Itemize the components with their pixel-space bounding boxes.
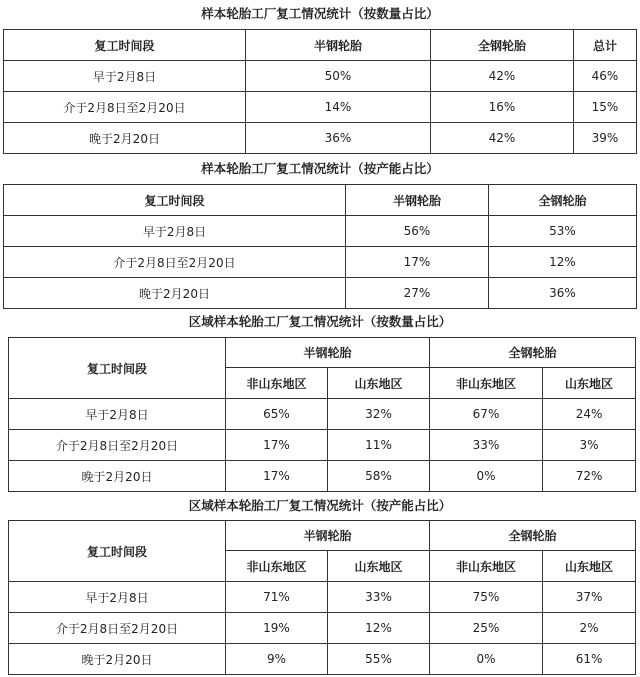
table-cell: 39% xyxy=(574,123,637,154)
table-cell: 65% xyxy=(226,399,328,430)
table2 xyxy=(3,184,637,309)
table3 xyxy=(8,337,636,492)
table-cell: 53% xyxy=(489,216,637,247)
table-cell: 3% xyxy=(543,430,636,461)
table-cell: 介于2月8日至2月20日 xyxy=(9,613,226,644)
table-cell: 36% xyxy=(489,278,637,309)
table-cell: 早于2月8日 xyxy=(4,216,346,247)
table-cell: 27% xyxy=(346,278,489,309)
table-cell: 介于2月8日至2月20日 xyxy=(4,247,346,278)
table1-title: 样本轮胎工厂复工情况统计（按数量占比） xyxy=(201,6,439,21)
table-cell: 75% xyxy=(430,582,543,613)
table-cell: 71% xyxy=(226,582,328,613)
table-cell: 介于2月8日至2月20日 xyxy=(4,92,246,123)
table-cell: 25% xyxy=(430,613,543,644)
table1-header-total: 总计 xyxy=(574,30,637,61)
table-row xyxy=(9,399,636,430)
table-cell: 24% xyxy=(543,399,636,430)
table-row xyxy=(9,430,636,461)
table-cell: 早于2月8日 xyxy=(9,399,226,430)
table-cell: 42% xyxy=(431,123,574,154)
table-cell: 36% xyxy=(246,123,431,154)
table-row xyxy=(9,644,636,675)
table-cell: 19% xyxy=(226,613,328,644)
table-row xyxy=(4,92,637,123)
table-cell: 早于2月8日 xyxy=(4,61,246,92)
table-cell: 16% xyxy=(431,92,574,123)
table3-header-period: 复工时间段 xyxy=(9,338,226,399)
table-row xyxy=(4,247,637,278)
table-cell: 12% xyxy=(328,613,430,644)
table4-subheader-non-shandong: 非山东地区 xyxy=(430,551,543,582)
table-row xyxy=(9,461,636,492)
table-cell: 晚于2月20日 xyxy=(9,644,226,675)
table-cell: 33% xyxy=(430,430,543,461)
table-cell: 33% xyxy=(328,582,430,613)
table1-header-period: 复工时间段 xyxy=(4,30,246,61)
table-row xyxy=(4,216,637,247)
table-cell: 晚于2月20日 xyxy=(4,123,246,154)
table-row xyxy=(4,123,637,154)
table2-header-all-steel: 全钢轮胎 xyxy=(489,185,637,216)
table4-subheader-shandong: 山东地区 xyxy=(543,551,636,582)
table-cell: 42% xyxy=(431,61,574,92)
table3-subheader-non-shandong: 非山东地区 xyxy=(430,368,543,399)
table-cell: 61% xyxy=(543,644,636,675)
table2-header-semi-steel: 半钢轮胎 xyxy=(346,185,489,216)
table-cell: 72% xyxy=(543,461,636,492)
table2-title: 样本轮胎工厂复工情况统计（按产能占比） xyxy=(201,161,439,176)
table-row xyxy=(4,61,637,92)
table-cell: 早于2月8日 xyxy=(9,582,226,613)
table-cell: 46% xyxy=(574,61,637,92)
table-cell: 12% xyxy=(489,247,637,278)
table-cell: 56% xyxy=(346,216,489,247)
table-cell: 9% xyxy=(226,644,328,675)
table3-subheader-shandong: 山东地区 xyxy=(543,368,636,399)
table2-header-period: 复工时间段 xyxy=(4,185,346,216)
table-cell: 55% xyxy=(328,644,430,675)
table3-subheader-shandong: 山东地区 xyxy=(328,368,430,399)
table3-title: 区域样本轮胎工厂复工情况统计（按数量占比） xyxy=(188,314,452,329)
table1 xyxy=(3,29,637,154)
table4-header-semi-steel: 半钢轮胎 xyxy=(226,521,430,551)
table-cell: 17% xyxy=(226,430,328,461)
table-cell: 2% xyxy=(543,613,636,644)
table-cell: 晚于2月20日 xyxy=(9,461,226,492)
table-row xyxy=(9,582,636,613)
table-cell: 晚于2月20日 xyxy=(4,278,346,309)
table3-subheader-non-shandong: 非山东地区 xyxy=(226,368,328,399)
table-cell: 32% xyxy=(328,399,430,430)
table-cell: 0% xyxy=(430,461,543,492)
table-cell: 37% xyxy=(543,582,636,613)
table-cell: 11% xyxy=(328,430,430,461)
table-cell: 17% xyxy=(346,247,489,278)
table-row xyxy=(9,613,636,644)
table4-subheader-shandong: 山东地区 xyxy=(328,551,430,582)
table-cell: 介于2月8日至2月20日 xyxy=(9,430,226,461)
table-cell: 0% xyxy=(430,644,543,675)
table4-header-all-steel: 全钢轮胎 xyxy=(430,521,636,551)
table1-header-all-steel: 全钢轮胎 xyxy=(431,30,574,61)
table-cell: 67% xyxy=(430,399,543,430)
table-cell: 17% xyxy=(226,461,328,492)
table-cell: 50% xyxy=(246,61,431,92)
table4-header-period: 复工时间段 xyxy=(9,521,226,582)
table1-header-semi-steel: 半钢轮胎 xyxy=(246,30,431,61)
table4-title: 区域样本轮胎工厂复工情况统计（按产能占比） xyxy=(188,498,452,513)
table3-header-semi-steel: 半钢轮胎 xyxy=(226,338,430,368)
table4-subheader-non-shandong: 非山东地区 xyxy=(226,551,328,582)
table-cell: 58% xyxy=(328,461,430,492)
table-cell: 14% xyxy=(246,92,431,123)
table-cell: 15% xyxy=(574,92,637,123)
table4 xyxy=(8,520,636,675)
table-row xyxy=(4,278,637,309)
table3-header-all-steel: 全钢轮胎 xyxy=(430,338,636,368)
